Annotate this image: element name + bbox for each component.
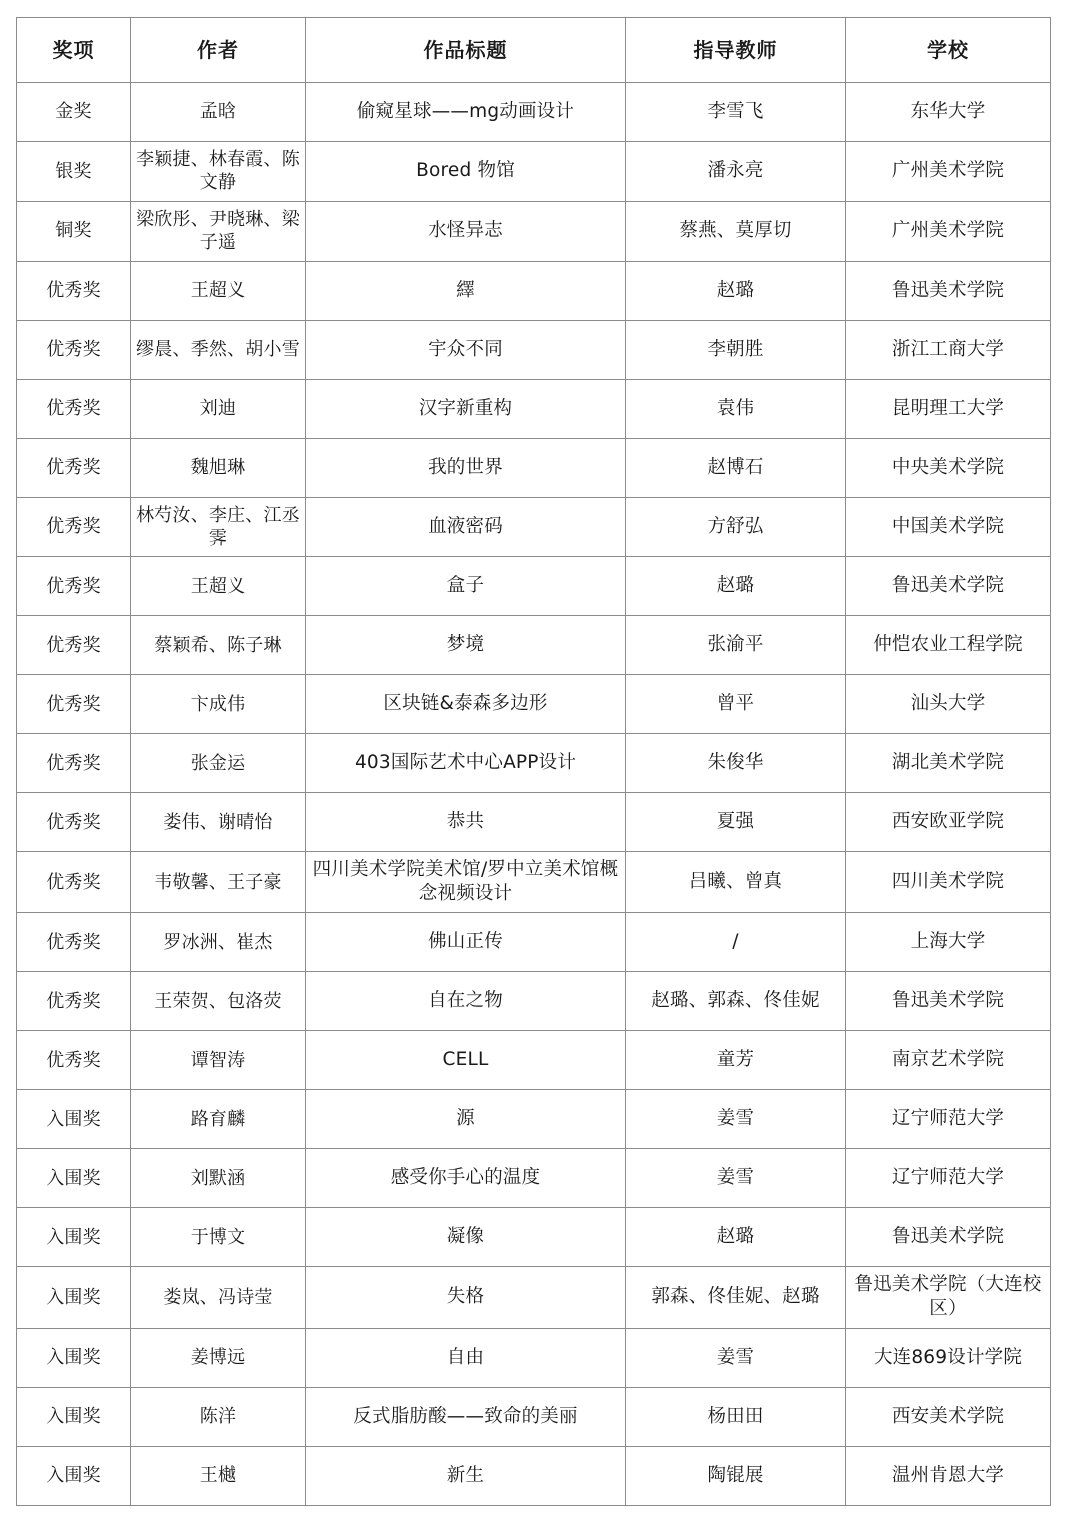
table-row — [17, 1149, 1051, 1208]
cell-award: 入围奖 — [17, 1328, 131, 1387]
cell-school: 温州肯恩大学 — [846, 1446, 1051, 1505]
table-row — [17, 201, 1051, 261]
cell-award: 优秀奖 — [17, 913, 131, 972]
cell-teacher: 张渝平 — [626, 616, 846, 675]
table-row — [17, 734, 1051, 793]
table-header — [17, 18, 1051, 83]
table-row — [17, 557, 1051, 616]
cell-title: 失格 — [306, 1267, 626, 1328]
cell-title: 新生 — [306, 1446, 626, 1505]
cell-author: 娄岚、冯诗莹 — [131, 1267, 306, 1328]
cell-award: 优秀奖 — [17, 852, 131, 913]
cell-teacher: 袁伟 — [626, 379, 846, 438]
cell-title: 区块链&泰森多边形 — [306, 675, 626, 734]
cell-teacher: 李雪飞 — [626, 83, 846, 142]
cell-award: 优秀奖 — [17, 734, 131, 793]
cell-teacher: 陶锟展 — [626, 1446, 846, 1505]
table-row — [17, 1031, 1051, 1090]
table-row — [17, 261, 1051, 320]
cell-award: 优秀奖 — [17, 557, 131, 616]
column-header-school: 学校 — [846, 18, 1051, 83]
cell-teacher: / — [626, 913, 846, 972]
cell-school: 中央美术学院 — [846, 438, 1051, 497]
cell-teacher: 潘永亮 — [626, 142, 846, 202]
table-body — [17, 83, 1051, 1506]
cell-author: 张金运 — [131, 734, 306, 793]
table-row — [17, 320, 1051, 379]
cell-author: 孟晗 — [131, 83, 306, 142]
cell-award: 银奖 — [17, 142, 131, 202]
table-row — [17, 142, 1051, 202]
cell-author: 韦敬馨、王子豪 — [131, 852, 306, 913]
cell-title: 汉字新重构 — [306, 379, 626, 438]
cell-teacher: 姜雪 — [626, 1149, 846, 1208]
cell-title: 恭共 — [306, 793, 626, 852]
cell-school: 汕头大学 — [846, 675, 1051, 734]
cell-author: 路育麟 — [131, 1090, 306, 1149]
cell-title: 反式脂肪酸——致命的美丽 — [306, 1387, 626, 1446]
cell-author: 王超义 — [131, 261, 306, 320]
cell-award: 优秀奖 — [17, 1031, 131, 1090]
cell-teacher: 赵璐 — [626, 1208, 846, 1267]
table-row — [17, 497, 1051, 557]
cell-school: 鲁迅美术学院 — [846, 557, 1051, 616]
cell-author: 王荣贺、包洛荧 — [131, 972, 306, 1031]
cell-school: 辽宁师范大学 — [846, 1149, 1051, 1208]
cell-teacher: 吕曦、曾真 — [626, 852, 846, 913]
table-row — [17, 1267, 1051, 1328]
cell-title: 梦境 — [306, 616, 626, 675]
cell-author: 李颖捷、林春霞、陈文静 — [131, 142, 306, 202]
cell-school: 鲁迅美术学院（大连校区） — [846, 1267, 1051, 1328]
cell-school: 鲁迅美术学院 — [846, 1208, 1051, 1267]
cell-author: 于博文 — [131, 1208, 306, 1267]
cell-author: 姜博远 — [131, 1328, 306, 1387]
cell-author: 缪晨、季然、胡小雪 — [131, 320, 306, 379]
table-row — [17, 913, 1051, 972]
cell-school: 南京艺术学院 — [846, 1031, 1051, 1090]
column-header-title: 作品标题 — [306, 18, 626, 83]
cell-title: 盒子 — [306, 557, 626, 616]
cell-school: 大连869设计学院 — [846, 1328, 1051, 1387]
cell-title: Bored 物馆 — [306, 142, 626, 202]
cell-school: 鲁迅美术学院 — [846, 261, 1051, 320]
cell-award: 入围奖 — [17, 1387, 131, 1446]
cell-title: 偷窥星球——mg动画设计 — [306, 83, 626, 142]
cell-award: 入围奖 — [17, 1090, 131, 1149]
cell-teacher: 朱俊华 — [626, 734, 846, 793]
cell-teacher: 姜雪 — [626, 1328, 846, 1387]
table-row — [17, 1090, 1051, 1149]
cell-award: 优秀奖 — [17, 972, 131, 1031]
cell-title: 自由 — [306, 1328, 626, 1387]
cell-award: 优秀奖 — [17, 438, 131, 497]
cell-teacher: 赵璐 — [626, 557, 846, 616]
cell-award: 入围奖 — [17, 1267, 131, 1328]
cell-award: 优秀奖 — [17, 320, 131, 379]
table-row — [17, 438, 1051, 497]
table-row — [17, 1328, 1051, 1387]
cell-teacher: 赵璐、郭森、佟佳妮 — [626, 972, 846, 1031]
cell-title: 源 — [306, 1090, 626, 1149]
cell-award: 金奖 — [17, 83, 131, 142]
cell-author: 林芍汝、李庄、江丞霁 — [131, 497, 306, 557]
cell-award: 优秀奖 — [17, 675, 131, 734]
cell-title: 感受你手心的温度 — [306, 1149, 626, 1208]
cell-teacher: 夏强 — [626, 793, 846, 852]
cell-author: 卞成伟 — [131, 675, 306, 734]
cell-author: 罗冰洲、崔杰 — [131, 913, 306, 972]
column-header-author: 作者 — [131, 18, 306, 83]
table-row — [17, 1446, 1051, 1505]
cell-award: 入围奖 — [17, 1149, 131, 1208]
column-header-teacher: 指导教师 — [626, 18, 846, 83]
table-row — [17, 675, 1051, 734]
cell-award: 优秀奖 — [17, 379, 131, 438]
cell-title: 自在之物 — [306, 972, 626, 1031]
table-row — [17, 852, 1051, 913]
table-row — [17, 379, 1051, 438]
cell-teacher: 方舒弘 — [626, 497, 846, 557]
table-row — [17, 793, 1051, 852]
cell-award: 入围奖 — [17, 1208, 131, 1267]
cell-school: 广州美术学院 — [846, 201, 1051, 261]
cell-school: 浙江工商大学 — [846, 320, 1051, 379]
cell-school: 四川美术学院 — [846, 852, 1051, 913]
cell-award: 优秀奖 — [17, 261, 131, 320]
cell-author: 王超义 — [131, 557, 306, 616]
cell-title: 水怪异志 — [306, 201, 626, 261]
cell-title: 宇众不同 — [306, 320, 626, 379]
cell-teacher: 蔡燕、莫厚切 — [626, 201, 846, 261]
award-list-table — [16, 17, 1051, 1506]
cell-author: 王樾 — [131, 1446, 306, 1505]
cell-author: 谭智涛 — [131, 1031, 306, 1090]
table-row — [17, 83, 1051, 142]
cell-author: 娄伟、谢晴怡 — [131, 793, 306, 852]
cell-award: 铜奖 — [17, 201, 131, 261]
cell-title: 繹 — [306, 261, 626, 320]
cell-title: 我的世界 — [306, 438, 626, 497]
cell-school: 仲恺农业工程学院 — [846, 616, 1051, 675]
cell-school: 昆明理工大学 — [846, 379, 1051, 438]
cell-teacher: 赵璐 — [626, 261, 846, 320]
cell-school: 西安欧亚学院 — [846, 793, 1051, 852]
cell-title: 403国际艺术中心APP设计 — [306, 734, 626, 793]
cell-author: 魏旭琳 — [131, 438, 306, 497]
cell-author: 刘迪 — [131, 379, 306, 438]
cell-school: 湖北美术学院 — [846, 734, 1051, 793]
cell-teacher: 赵博石 — [626, 438, 846, 497]
cell-title: 四川美术学院美术馆/罗中立美术馆概念视频设计 — [306, 852, 626, 913]
cell-school: 中国美术学院 — [846, 497, 1051, 557]
table-header-row — [17, 18, 1051, 83]
cell-teacher: 曾平 — [626, 675, 846, 734]
cell-teacher: 姜雪 — [626, 1090, 846, 1149]
cell-title: 凝像 — [306, 1208, 626, 1267]
cell-school: 广州美术学院 — [846, 142, 1051, 202]
cell-teacher: 杨田田 — [626, 1387, 846, 1446]
cell-author: 陈洋 — [131, 1387, 306, 1446]
table-row — [17, 616, 1051, 675]
table-row — [17, 1208, 1051, 1267]
cell-school: 上海大学 — [846, 913, 1051, 972]
cell-award: 优秀奖 — [17, 497, 131, 557]
cell-award: 入围奖 — [17, 1446, 131, 1505]
table-row — [17, 1387, 1051, 1446]
cell-author: 蔡颖希、陈子琳 — [131, 616, 306, 675]
cell-teacher: 李朝胜 — [626, 320, 846, 379]
cell-award: 优秀奖 — [17, 616, 131, 675]
cell-title: 血液密码 — [306, 497, 626, 557]
column-header-award: 奖项 — [17, 18, 131, 83]
cell-title: CELL — [306, 1031, 626, 1090]
cell-school: 鲁迅美术学院 — [846, 972, 1051, 1031]
cell-author: 刘默涵 — [131, 1149, 306, 1208]
cell-school: 东华大学 — [846, 83, 1051, 142]
cell-teacher: 郭森、佟佳妮、赵璐 — [626, 1267, 846, 1328]
cell-school: 辽宁师范大学 — [846, 1090, 1051, 1149]
cell-author: 梁欣彤、尹晓琳、梁子遥 — [131, 201, 306, 261]
cell-award: 优秀奖 — [17, 793, 131, 852]
cell-school: 西安美术学院 — [846, 1387, 1051, 1446]
table-row — [17, 972, 1051, 1031]
cell-teacher: 童芳 — [626, 1031, 846, 1090]
cell-title: 佛山正传 — [306, 913, 626, 972]
